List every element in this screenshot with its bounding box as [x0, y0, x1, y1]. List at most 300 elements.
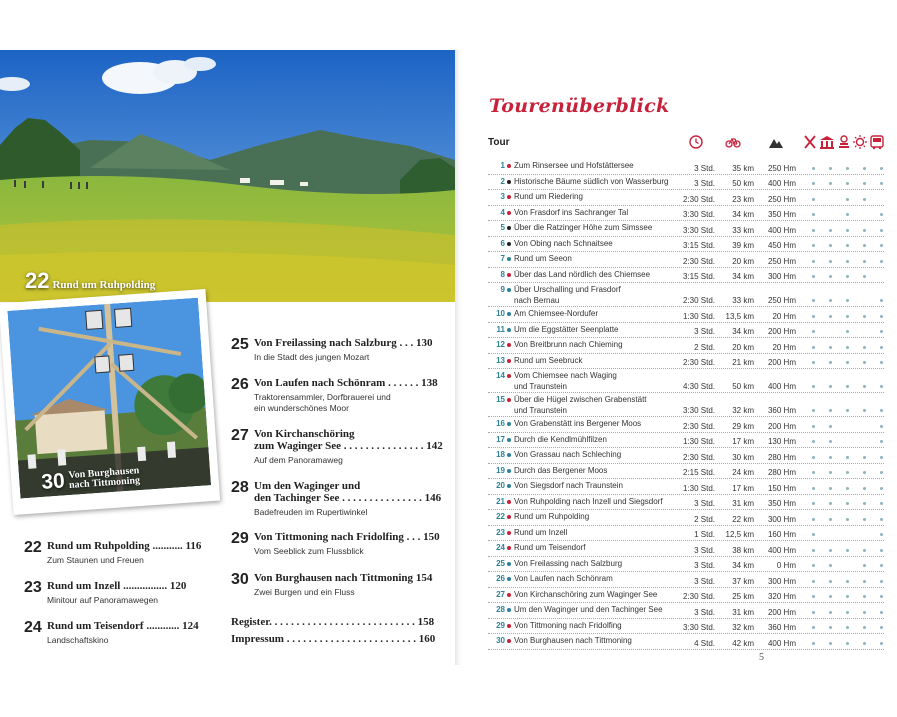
tour-row[interactable]: [488, 417, 884, 433]
tour-time: 4 Std.: [694, 638, 715, 648]
tour-feature-dot: [812, 346, 815, 349]
tour-elevation: 160 Hm: [767, 530, 796, 539]
tour-number: 29: [496, 620, 505, 630]
tour-difficulty-dot: [507, 438, 511, 442]
toc-entry-number: 25: [231, 336, 249, 353]
tour-feature-dot: [863, 182, 866, 185]
tour-row[interactable]: [488, 588, 884, 604]
tour-time: 2:30 Std.: [682, 358, 715, 367]
toc-entry-title: Rund um Teisendorf ............ 124: [47, 620, 199, 632]
toc-entry-number: 24: [24, 619, 42, 636]
tour-feature-dot: [812, 642, 815, 645]
tour-row[interactable]: [488, 479, 884, 495]
tour-name: Von Grassau nach Schleching: [514, 450, 622, 459]
tour-feature-dot: [880, 611, 883, 614]
toc-register[interactable]: Register. . . . . . . . . . . . . . . . . . . . . . . . . . . 158: [231, 616, 435, 628]
tour-distance: 34 km: [732, 327, 754, 336]
photo-caption: [25, 268, 155, 294]
tour-distance: 34 km: [732, 272, 754, 281]
tour-feature-dot: [829, 385, 832, 388]
tour-name: Von Tittmoning nach Fridolfing: [514, 620, 622, 630]
tour-feature-dot: [812, 182, 815, 185]
tour-difficulty-dot: [507, 328, 511, 332]
tour-difficulty-dot: [507, 343, 511, 347]
tour-elevation: 250 Hm: [767, 163, 796, 173]
tour-feature-dot: [829, 425, 832, 428]
tour-feature-dot: [829, 440, 832, 443]
tour-distance: 21 km: [732, 358, 754, 367]
tour-feature-dot: [812, 549, 815, 552]
tour-difficulty-dot: [507, 257, 511, 261]
tour-feature-dot: [812, 198, 815, 201]
tour-feature-dot: [829, 471, 832, 474]
tour-feature-dot: [880, 533, 883, 536]
tour-time: 1 Std.: [694, 530, 715, 539]
tour-number: 12: [496, 340, 505, 349]
tour-feature-dot: [863, 471, 866, 474]
tour-name: Rund um Ruhpolding: [514, 512, 590, 521]
tour-feature-dot: [863, 564, 866, 567]
tour-feature-dot: [846, 361, 849, 364]
tour-number: 6: [500, 238, 505, 248]
tour-feature-dot: [846, 244, 849, 247]
tour-time: 3:30 Std.: [682, 225, 715, 235]
tour-time: 3 Std.: [694, 545, 715, 555]
tour-difficulty-dot: [507, 593, 511, 597]
tour-elevation: 200 Hm: [767, 607, 796, 617]
tour-row[interactable]: [488, 619, 884, 635]
tour-distance: 17 km: [732, 483, 754, 493]
tour-feature-dot: [829, 346, 832, 349]
tour-distance: 31 km: [732, 499, 754, 508]
tour-elevation: 200 Hm: [767, 327, 796, 336]
toc-entry-number: 23: [24, 579, 42, 596]
tour-time: 3:30 Std.: [682, 210, 715, 219]
tour-time: 2:30 Std.: [682, 256, 715, 266]
tour-time: 3 Std.: [694, 607, 715, 617]
tour-time: 2 Std.: [694, 342, 715, 352]
tour-time: 2:30 Std.: [682, 296, 715, 305]
tour-name: Durch das Bergener Moos: [514, 465, 608, 475]
tour-elevation: 400 Hm: [767, 382, 796, 391]
tour-elevation: 130 Hm: [767, 437, 796, 446]
tour-name: Über das Land nördlich des Chiemsee: [514, 269, 651, 279]
tour-name: Über Urschalling und Frasdorf nach Bernau: [514, 285, 621, 305]
tour-feature-dot: [829, 315, 832, 318]
tour-name: Von Laufen nach Schönram: [514, 574, 613, 583]
tour-difficulty-dot: [507, 180, 511, 184]
tour-name: Von Freilassing nach Salzburg: [514, 558, 623, 568]
tour-number: 25: [496, 558, 505, 568]
tour-number: 11: [496, 324, 505, 334]
tour-number: 5: [500, 223, 505, 232]
toc-entry-subtitle: Landschaftskino: [47, 635, 109, 645]
toc-entry-title: Von Kirchanschöring zum Waginger See . . . . . . . . . . . . . . . 142: [254, 428, 443, 452]
bicycle-icon: [725, 134, 741, 150]
tour-feature-dot: [846, 595, 849, 598]
tour-feature-dot: [863, 260, 866, 263]
tour-feature-dot: [880, 213, 883, 216]
tour-name: Über die Hügel zwischen Grabenstätt und Traunstein: [514, 395, 647, 415]
tour-elevation: 450 Hm: [767, 241, 796, 250]
tour-feature-dot: [812, 611, 815, 614]
tour-feature-dot: [846, 275, 849, 278]
tour-difficulty-dot: [507, 639, 511, 643]
tour-time: 2:30 Std.: [682, 194, 715, 204]
tour-feature-dot: [846, 260, 849, 263]
tour-difficulty-dot: [507, 359, 511, 363]
tour-difficulty-dot: [507, 624, 511, 628]
tour-feature-dot: [829, 611, 832, 614]
tour-feature-dot: [863, 502, 866, 505]
tour-elevation: 400 Hm: [767, 179, 796, 188]
polaroid-caption-text: Von Burghausen nach Tittmoning: [68, 465, 141, 492]
tour-time: 3:15 Std.: [682, 241, 715, 250]
tour-elevation: 320 Hm: [767, 592, 796, 601]
tour-feature-dot: [812, 471, 815, 474]
tour-feature-dot: [880, 182, 883, 185]
toc-entry-title: Von Laufen nach Schönram . . . . . . 138: [254, 377, 438, 389]
toc-entry-subtitle: Zum Staunen und Freuen: [47, 555, 144, 565]
tour-time: 2:30 Std.: [682, 452, 715, 462]
meadow-mountain-image: [0, 50, 455, 302]
tour-feature-dot: [863, 198, 866, 201]
tour-time: 2:15 Std.: [682, 468, 715, 477]
tour-feature-dot: [846, 409, 849, 412]
tour-row[interactable]: [488, 369, 884, 393]
tour-number: 28: [496, 605, 505, 614]
page-number: 5: [759, 652, 764, 663]
tour-elevation: 280 Hm: [767, 468, 796, 477]
tour-name: Von Breitbrunn nach Chieming: [514, 340, 623, 349]
tour-feature-dot: [863, 642, 866, 645]
tour-difficulty-dot: [507, 469, 511, 473]
tour-feature-dot: [829, 626, 832, 629]
tour-feature-dot: [812, 409, 815, 412]
tour-difficulty-dot: [507, 195, 511, 199]
tour-feature-dot: [829, 229, 832, 232]
tour-name: Von Ruhpolding nach Inzell und Siegsdorf: [514, 496, 663, 506]
tour-name: Rund um Seebruck: [514, 355, 583, 365]
tour-number: 9: [500, 285, 505, 294]
tour-feature-dot: [863, 595, 866, 598]
tour-feature-dot: [812, 518, 815, 521]
tour-feature-dot: [880, 440, 883, 443]
tour-name: Um den Waginger und den Tachinger See: [514, 605, 663, 614]
tour-feature-dot: [812, 260, 815, 263]
tour-feature-dot: [846, 580, 849, 583]
page-title: Tourenüberblick: [489, 95, 670, 117]
tour-feature-dot: [812, 229, 815, 232]
toc-entry-title: Von Burghausen nach Tittmoning 154: [254, 572, 433, 584]
tour-feature-dot: [863, 580, 866, 583]
tour-elevation: 20 Hm: [772, 311, 796, 321]
tour-feature-dot: [880, 229, 883, 232]
tour-name: Rund um Seeon: [514, 254, 572, 263]
tour-number: 17: [496, 434, 505, 444]
tour-difficulty-dot: [507, 484, 511, 488]
tour-feature-dot: [846, 642, 849, 645]
tour-feature-dot: [846, 299, 849, 302]
toc-entry-number: 22: [24, 539, 42, 556]
toc-entry-title: Rund um Inzell ................ 120: [47, 580, 187, 592]
tour-feature-dot: [846, 213, 849, 216]
tour-number: 13: [496, 355, 505, 365]
tour-feature-dot: [812, 533, 815, 536]
toc-entry-number: 28: [231, 479, 249, 496]
tour-feature-dot: [812, 425, 815, 428]
tour-difficulty-dot: [507, 398, 511, 402]
tour-distance: 20 km: [732, 256, 754, 266]
tour-number: 19: [496, 465, 505, 475]
tour-name: Rund um Inzell: [514, 527, 568, 537]
tour-distance: 33 km: [732, 225, 754, 235]
tour-number: 4: [500, 207, 505, 217]
tour-row[interactable]: [488, 206, 884, 222]
tour-feature-dot: [829, 361, 832, 364]
tour-number: 22: [496, 512, 505, 521]
tour-elevation: 250 Hm: [767, 296, 796, 305]
tour-feature-dot: [812, 564, 815, 567]
tour-name: Vom Chiemsee nach Waging und Traunstein: [514, 371, 617, 391]
tour-name: Von Frasdorf ins Sachranger Tal: [514, 207, 629, 217]
tour-number: 30: [496, 636, 505, 645]
tour-difficulty-dot: [507, 500, 511, 504]
tour-row[interactable]: [488, 448, 884, 464]
tour-feature-dot: [880, 580, 883, 583]
tour-difficulty-dot: [507, 531, 511, 535]
tour-row[interactable]: [488, 433, 884, 449]
monument-icon: [836, 134, 852, 150]
tour-feature-dot: [812, 315, 815, 318]
tour-number: 23: [496, 527, 505, 537]
tour-time: 2:30 Std.: [682, 421, 715, 431]
toc-entry-subtitle: Badefreuden im Rupertiwinkel: [254, 507, 368, 517]
tour-number: 21: [496, 496, 505, 506]
tour-name: Zum Rinsersee und Hofstättersee: [514, 161, 634, 170]
tour-number: 15: [496, 395, 505, 404]
tour-distance: 34 km: [732, 210, 754, 219]
tour-feature-dot: [829, 487, 832, 490]
left-page: [0, 50, 455, 665]
tour-name: Um die Eggstätter Seenplatte: [514, 324, 619, 334]
tour-distance: 22 km: [732, 514, 754, 524]
tour-distance: 30 km: [732, 452, 754, 462]
tour-feature-dot: [829, 299, 832, 302]
tour-distance: 38 km: [732, 545, 754, 555]
tour-time: 3:30 Std.: [682, 623, 715, 632]
tour-distance: 23 km: [732, 194, 754, 204]
tour-name: Von Obing nach Schnaitsee: [514, 238, 613, 248]
tour-feature-dot: [880, 361, 883, 364]
tour-feature-dot: [863, 244, 866, 247]
tour-row[interactable]: [488, 283, 884, 307]
tour-number: 7: [500, 254, 505, 263]
tour-time: 3 Std.: [694, 327, 715, 336]
polaroid-photo: [0, 289, 220, 515]
tour-row[interactable]: [488, 338, 884, 354]
tour-elevation: 400 Hm: [767, 545, 796, 555]
tour-feature-dot: [880, 642, 883, 645]
tour-time: 3 Std.: [694, 576, 715, 586]
tour-row[interactable]: [488, 268, 884, 284]
tour-elevation: 360 Hm: [767, 623, 796, 632]
tour-name: Am Chiemsee-Nordufer: [514, 309, 599, 318]
tour-feature-dot: [829, 580, 832, 583]
tour-distance: 50 km: [732, 179, 754, 188]
tour-row[interactable]: [488, 603, 884, 619]
tour-feature-dot: [880, 518, 883, 521]
tour-feature-dot: [829, 564, 832, 567]
tour-row[interactable]: [488, 190, 884, 206]
tour-name: Durch die Kendlmühlfilzen: [514, 434, 607, 444]
tour-feature-dot: [829, 260, 832, 263]
tour-feature-dot: [829, 595, 832, 598]
tour-feature-dot: [812, 275, 815, 278]
tour-feature-dot: [863, 346, 866, 349]
tour-feature-dot: [880, 409, 883, 412]
landscape-photo: [0, 50, 455, 302]
toc-entry-title: Von Freilassing nach Salzburg . . . 130: [254, 337, 433, 349]
tour-time: 2 Std.: [694, 514, 715, 524]
tour-feature-dot: [846, 346, 849, 349]
tour-feature-dot: [880, 330, 883, 333]
toc-entry-title: Rund um Ruhpolding ........... 116: [47, 540, 202, 552]
tour-row[interactable]: [488, 175, 884, 191]
tour-feature-dot: [829, 167, 832, 170]
right-page: [463, 50, 897, 665]
tour-row[interactable]: [488, 572, 884, 588]
tour-number: 1: [500, 161, 505, 170]
tour-feature-dot: [812, 385, 815, 388]
tour-row[interactable]: [488, 495, 884, 511]
tour-row[interactable]: [488, 354, 884, 370]
tour-time: 3 Std.: [694, 163, 715, 173]
photo-caption-text: Rund um Ruhpolding: [52, 279, 156, 291]
toc-impressum[interactable]: Impressum . . . . . . . . . . . . . . . . . . . . . . . . 160: [231, 633, 436, 645]
tour-feature-dot: [863, 518, 866, 521]
tour-row[interactable]: [488, 464, 884, 480]
tour-feature-dot: [880, 456, 883, 459]
tour-feature-dot: [846, 385, 849, 388]
tour-feature-dot: [829, 518, 832, 521]
tour-feature-dot: [863, 611, 866, 614]
toc-entry-title: Um den Waginger und den Tachinger See . . . . . . . . . . . . . . . 146: [254, 480, 442, 504]
tour-name: Von Grabenstätt ins Bergener Moos: [514, 419, 642, 428]
tour-distance: 20 km: [732, 342, 754, 352]
tour-elevation: 0 Hm: [776, 561, 796, 570]
tour-feature-dot: [846, 330, 849, 333]
tour-difficulty-dot: [507, 422, 511, 426]
tour-feature-dot: [880, 244, 883, 247]
photo-caption-number: 22: [25, 268, 50, 293]
tour-feature-dot: [829, 275, 832, 278]
tour-row[interactable]: [488, 541, 884, 557]
toc-entry-number: 27: [231, 427, 249, 444]
tour-feature-dot: [863, 409, 866, 412]
tour-name: Von Kirchanschöring zum Waginger See: [514, 589, 658, 599]
tour-row[interactable]: [488, 307, 884, 323]
tour-difficulty-dot: [507, 562, 511, 566]
tour-elevation: 350 Hm: [767, 210, 796, 219]
tour-distance: 42 km: [732, 638, 754, 648]
museum-icon: [819, 134, 835, 150]
tour-row[interactable]: [488, 557, 884, 573]
tour-difficulty-dot: [507, 288, 511, 292]
tour-row[interactable]: [488, 323, 884, 339]
tour-feature-dot: [846, 502, 849, 505]
tour-distance: 17 km: [732, 437, 754, 446]
tour-feature-dot: [846, 487, 849, 490]
tour-difficulty-dot: [507, 453, 511, 457]
tour-feature-dot: [846, 611, 849, 614]
tour-feature-dot: [846, 456, 849, 459]
tour-distance: 34 km: [732, 561, 754, 570]
tour-feature-dot: [846, 315, 849, 318]
tour-feature-dot: [880, 502, 883, 505]
tour-number: 8: [500, 269, 505, 279]
tour-feature-dot: [863, 626, 866, 629]
toc-entry-subtitle: In die Stadt des jungen Mozart: [254, 352, 370, 362]
tour-time: 3 Std.: [694, 561, 715, 570]
tour-feature-dot: [846, 518, 849, 521]
tour-time: 2:30 Std.: [682, 592, 715, 601]
tour-row[interactable]: [488, 634, 884, 650]
tour-elevation: 300 Hm: [767, 514, 796, 524]
tour-row[interactable]: [488, 159, 884, 175]
tour-row[interactable]: [488, 252, 884, 268]
tour-number: 24: [496, 543, 505, 552]
tour-number: 16: [496, 419, 505, 428]
tour-elevation: 280 Hm: [767, 452, 796, 462]
tour-feature-dot: [829, 244, 832, 247]
tour-time: 4:30 Std.: [682, 382, 715, 391]
fork-knife-icon: [802, 134, 818, 150]
tour-elevation: 20 Hm: [772, 342, 796, 352]
tour-name: Über die Ratzinger Höhe zum Simssee: [514, 223, 653, 232]
tour-elevation: 150 Hm: [767, 483, 796, 493]
tour-feature-dot: [812, 502, 815, 505]
tour-feature-dot: [829, 642, 832, 645]
tour-elevation: 250 Hm: [767, 256, 796, 266]
tour-elevation: 350 Hm: [767, 499, 796, 508]
tour-row[interactable]: [488, 526, 884, 542]
toc-entry-subtitle: Minitour auf Panoramawegen: [47, 595, 159, 605]
tour-distance: 31 km: [732, 607, 754, 617]
tour-feature-dot: [846, 198, 849, 201]
tour-row[interactable]: [488, 393, 884, 417]
tour-distance: 37 km: [732, 576, 754, 586]
tour-time: 1:30 Std.: [682, 437, 715, 446]
tour-number: 26: [496, 574, 505, 583]
tour-distance: 32 km: [732, 623, 754, 632]
tour-elevation: 400 Hm: [767, 638, 796, 648]
tour-name: Von Burghausen nach Tittmoning: [514, 636, 632, 645]
tour-time: 3 Std.: [694, 499, 715, 508]
tour-feature-dot: [846, 229, 849, 232]
tour-feature-dot: [880, 299, 883, 302]
tour-feature-dot: [863, 315, 866, 318]
tour-row[interactable]: [488, 237, 884, 253]
toc-entry-number: 26: [231, 376, 249, 393]
tour-distance: 33 km: [732, 296, 754, 305]
tour-row[interactable]: [488, 510, 884, 526]
tour-feature-dot: [812, 361, 815, 364]
tour-feature-dot: [863, 167, 866, 170]
tour-row[interactable]: [488, 221, 884, 237]
clock-icon: [688, 134, 704, 150]
tour-feature-dot: [880, 626, 883, 629]
